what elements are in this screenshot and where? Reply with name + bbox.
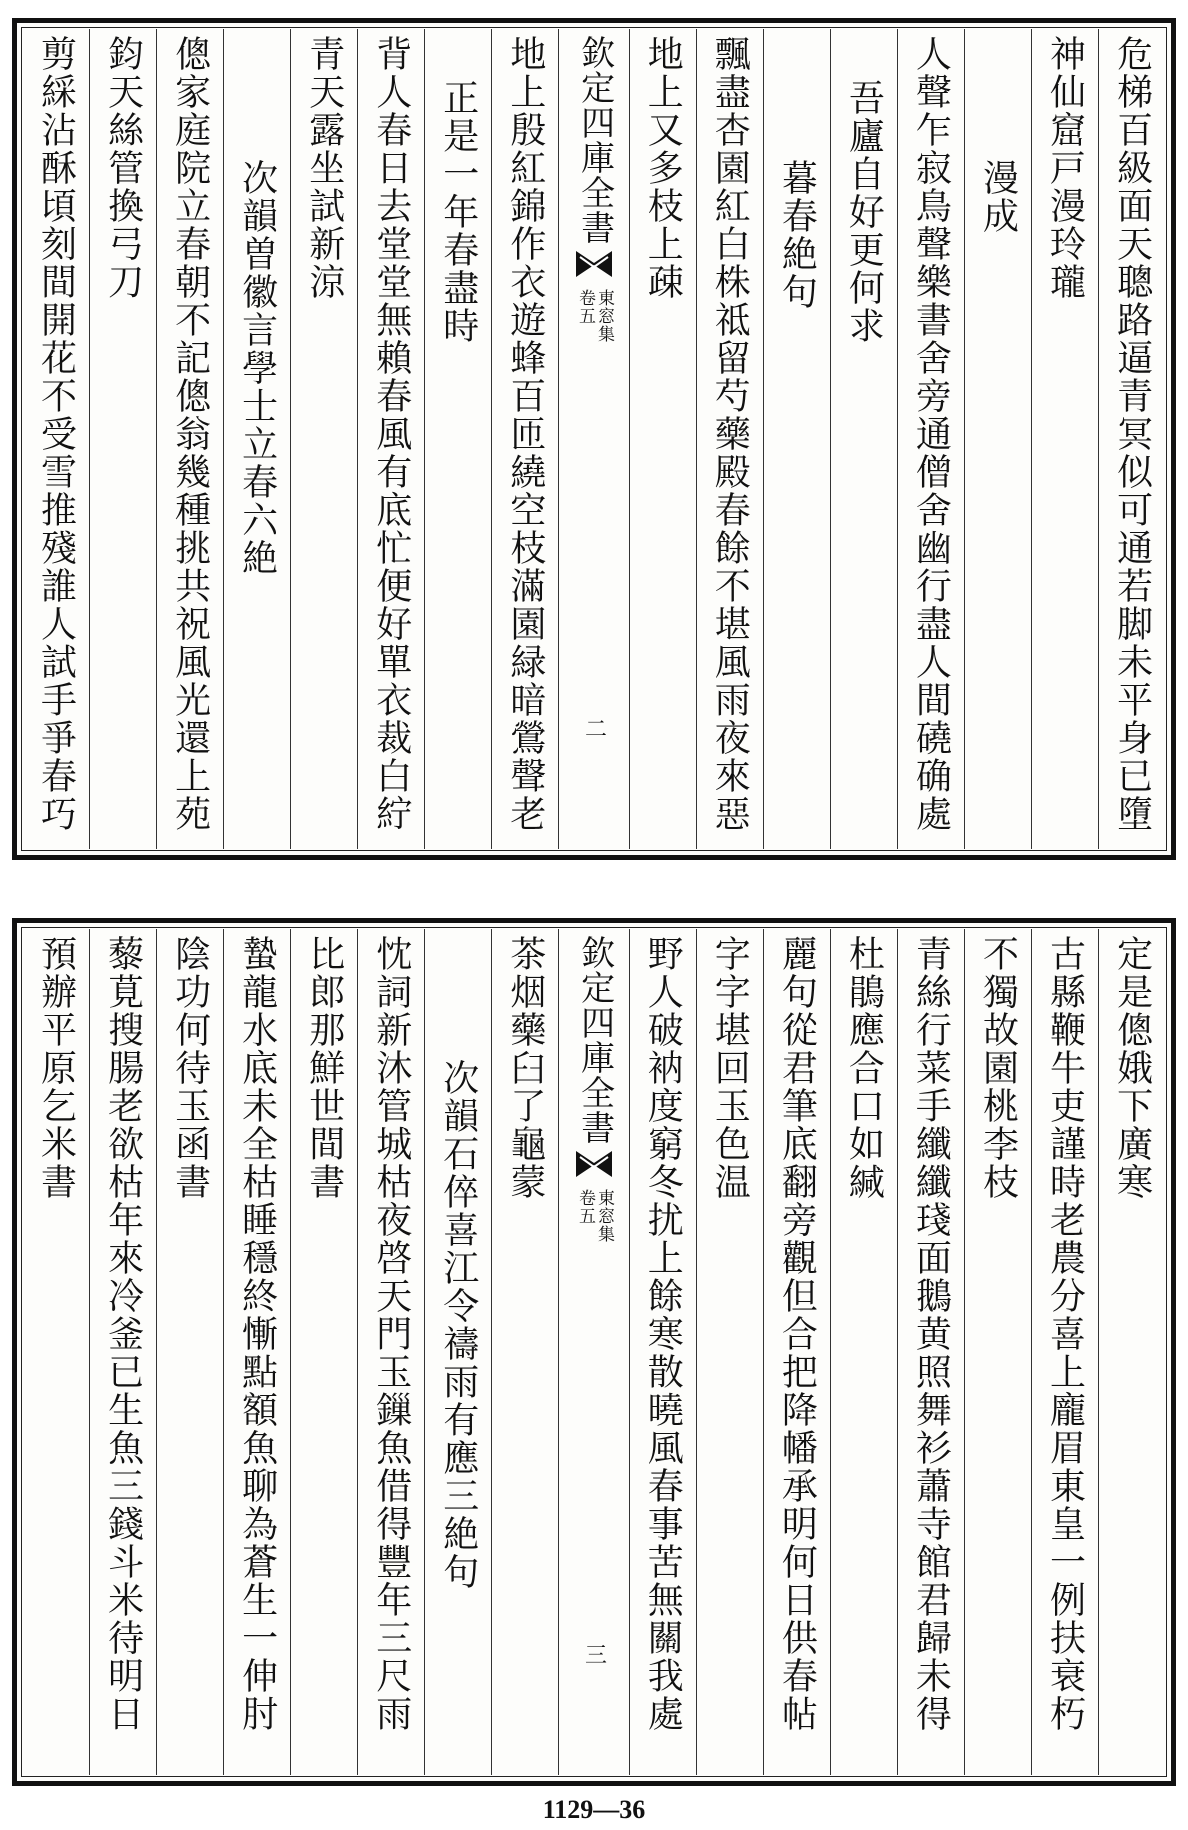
banner-meta (576, 289, 612, 343)
text-column (1031, 929, 1098, 1775)
column-text: 比郎那鮮世間書 (303, 935, 345, 1201)
text-column (491, 29, 558, 849)
column-text: 青絲行菜手纖纖琖面鵝黄照舞衫蕭寺館君歸未得 (910, 935, 952, 1733)
text-column (156, 929, 223, 1775)
column-text: 地上又多枝上疎 (642, 35, 684, 301)
poem-title: 次韻石倅喜江令禱雨有應三絶句 (437, 1059, 479, 1591)
collection-name: 東窓集 (593, 289, 614, 343)
column-text: 飄盡杏園紅白株祗留芍藥殿春餘不堪風雨夜來惡 (709, 35, 751, 833)
column-text: 忱詞新沐管城枯夜啓天門玉鏁魚借得豐年三尺雨 (370, 935, 412, 1733)
poem-title: 暮春絶句 (776, 159, 818, 311)
text-column (763, 29, 830, 849)
text-column (1098, 29, 1165, 849)
banner-title: 欽定四庫全書 (574, 35, 615, 245)
text-column (357, 929, 424, 1775)
text-column (357, 29, 424, 849)
text-column (89, 29, 156, 849)
column-text: 不獨故園桃李枝 (977, 935, 1019, 1201)
column-text: 傯家庭院立春朝不記傯翁幾種挑共祝風光還上苑 (169, 35, 211, 833)
collection-name: 東窓集 (593, 1189, 614, 1243)
fishtail-ornament-icon (574, 249, 614, 279)
column-text: 鈞天絲管換弓刀 (102, 35, 144, 301)
column-text: 藜莧搜腸老欲枯年來冷釜已生魚三錢斗米待明日 (102, 935, 144, 1733)
column-text: 地上殷紅錦作衣遊蜂百匝繞空枝滿園緑暗鶯聲老 (504, 35, 546, 833)
column-text: 正是一年春盡時 (437, 79, 479, 345)
text-column (830, 29, 897, 849)
text-column (1031, 29, 1098, 849)
column-text: 背人春日去堂堂無賴春風有底忙便好單衣裁白紵 (370, 35, 412, 833)
text-column (763, 929, 830, 1775)
poem-title: 次韻曽徽言學士立春六絶 (236, 159, 278, 577)
text-column (223, 929, 290, 1775)
folio-number: 二 (581, 717, 607, 739)
text-column (491, 929, 558, 1775)
column-text: 茶烟藥臼了龜蒙 (504, 935, 546, 1201)
column-text: 青天露坐試新涼 (303, 35, 345, 301)
text-column (897, 29, 964, 849)
text-column (23, 29, 89, 849)
column-text: 預辦平原乞米書 (35, 935, 77, 1201)
poem-title: 漫成 (977, 159, 1019, 235)
banner-meta (576, 1189, 612, 1243)
page-top (12, 18, 1176, 860)
column-text: 神仙窟戸漫玲瓏 (1044, 35, 1086, 301)
text-column (696, 29, 763, 849)
column-text: 陰功何待玉函書 (169, 935, 211, 1201)
text-column (897, 929, 964, 1775)
column-text: 蟄龍水底未全枯睡穩終慚點額魚聊為蒼生一伸肘 (236, 935, 278, 1733)
text-column (696, 929, 763, 1775)
text-column (424, 929, 491, 1775)
text-column (156, 29, 223, 849)
column-text: 杜鵑應合口如緘 (843, 935, 885, 1201)
text-column (1098, 929, 1165, 1775)
center-banner (558, 929, 628, 1775)
text-column (964, 29, 1031, 849)
folio-number: 三 (581, 1643, 607, 1665)
column-text: 古縣鞭牛吏謹時老農分喜上龐眉東皇一例扶衰朽 (1044, 935, 1086, 1733)
column-text: 危梯百級面天聰路逼青冥似可通若脚未平身已墮 (1111, 35, 1153, 833)
text-column (89, 929, 156, 1775)
column-text: 野人破衲度窮冬扰上餘寒散曉風春事苦無關我處 (642, 935, 684, 1733)
column-text: 剪綵沾酥頃刻間開花不受雪推殘誰人試手爭春巧 (35, 35, 77, 833)
column-text: 定是傯娥下廣寒 (1111, 935, 1153, 1201)
text-column (964, 929, 1031, 1775)
column-area (23, 929, 1165, 1775)
banner-title: 欽定四庫全書 (574, 935, 615, 1145)
fishtail-ornament-icon (574, 1149, 614, 1179)
text-column (424, 29, 491, 849)
text-column (830, 929, 897, 1775)
text-column (629, 29, 696, 849)
text-column (629, 929, 696, 1775)
text-column (290, 929, 357, 1775)
column-text: 人聲乍寂鳥聲樂書舍旁通僧舍幽行盡人間磽确處 (910, 35, 952, 833)
volume-number: 卷五 (574, 1189, 595, 1225)
column-text: 吾廬自好更何求 (843, 79, 885, 345)
text-column (223, 29, 290, 849)
column-text: 麗句從君筆底翻旁觀但合把降幡承明何日供春帖 (776, 935, 818, 1733)
page-number: 1129—36 (542, 1795, 646, 1824)
text-column (23, 929, 89, 1775)
text-column (290, 29, 357, 849)
page-bottom (12, 918, 1176, 1786)
column-area (23, 29, 1165, 849)
column-text: 字字堪回玉色温 (709, 935, 751, 1201)
volume-number: 卷五 (574, 289, 595, 325)
center-banner (558, 29, 628, 849)
